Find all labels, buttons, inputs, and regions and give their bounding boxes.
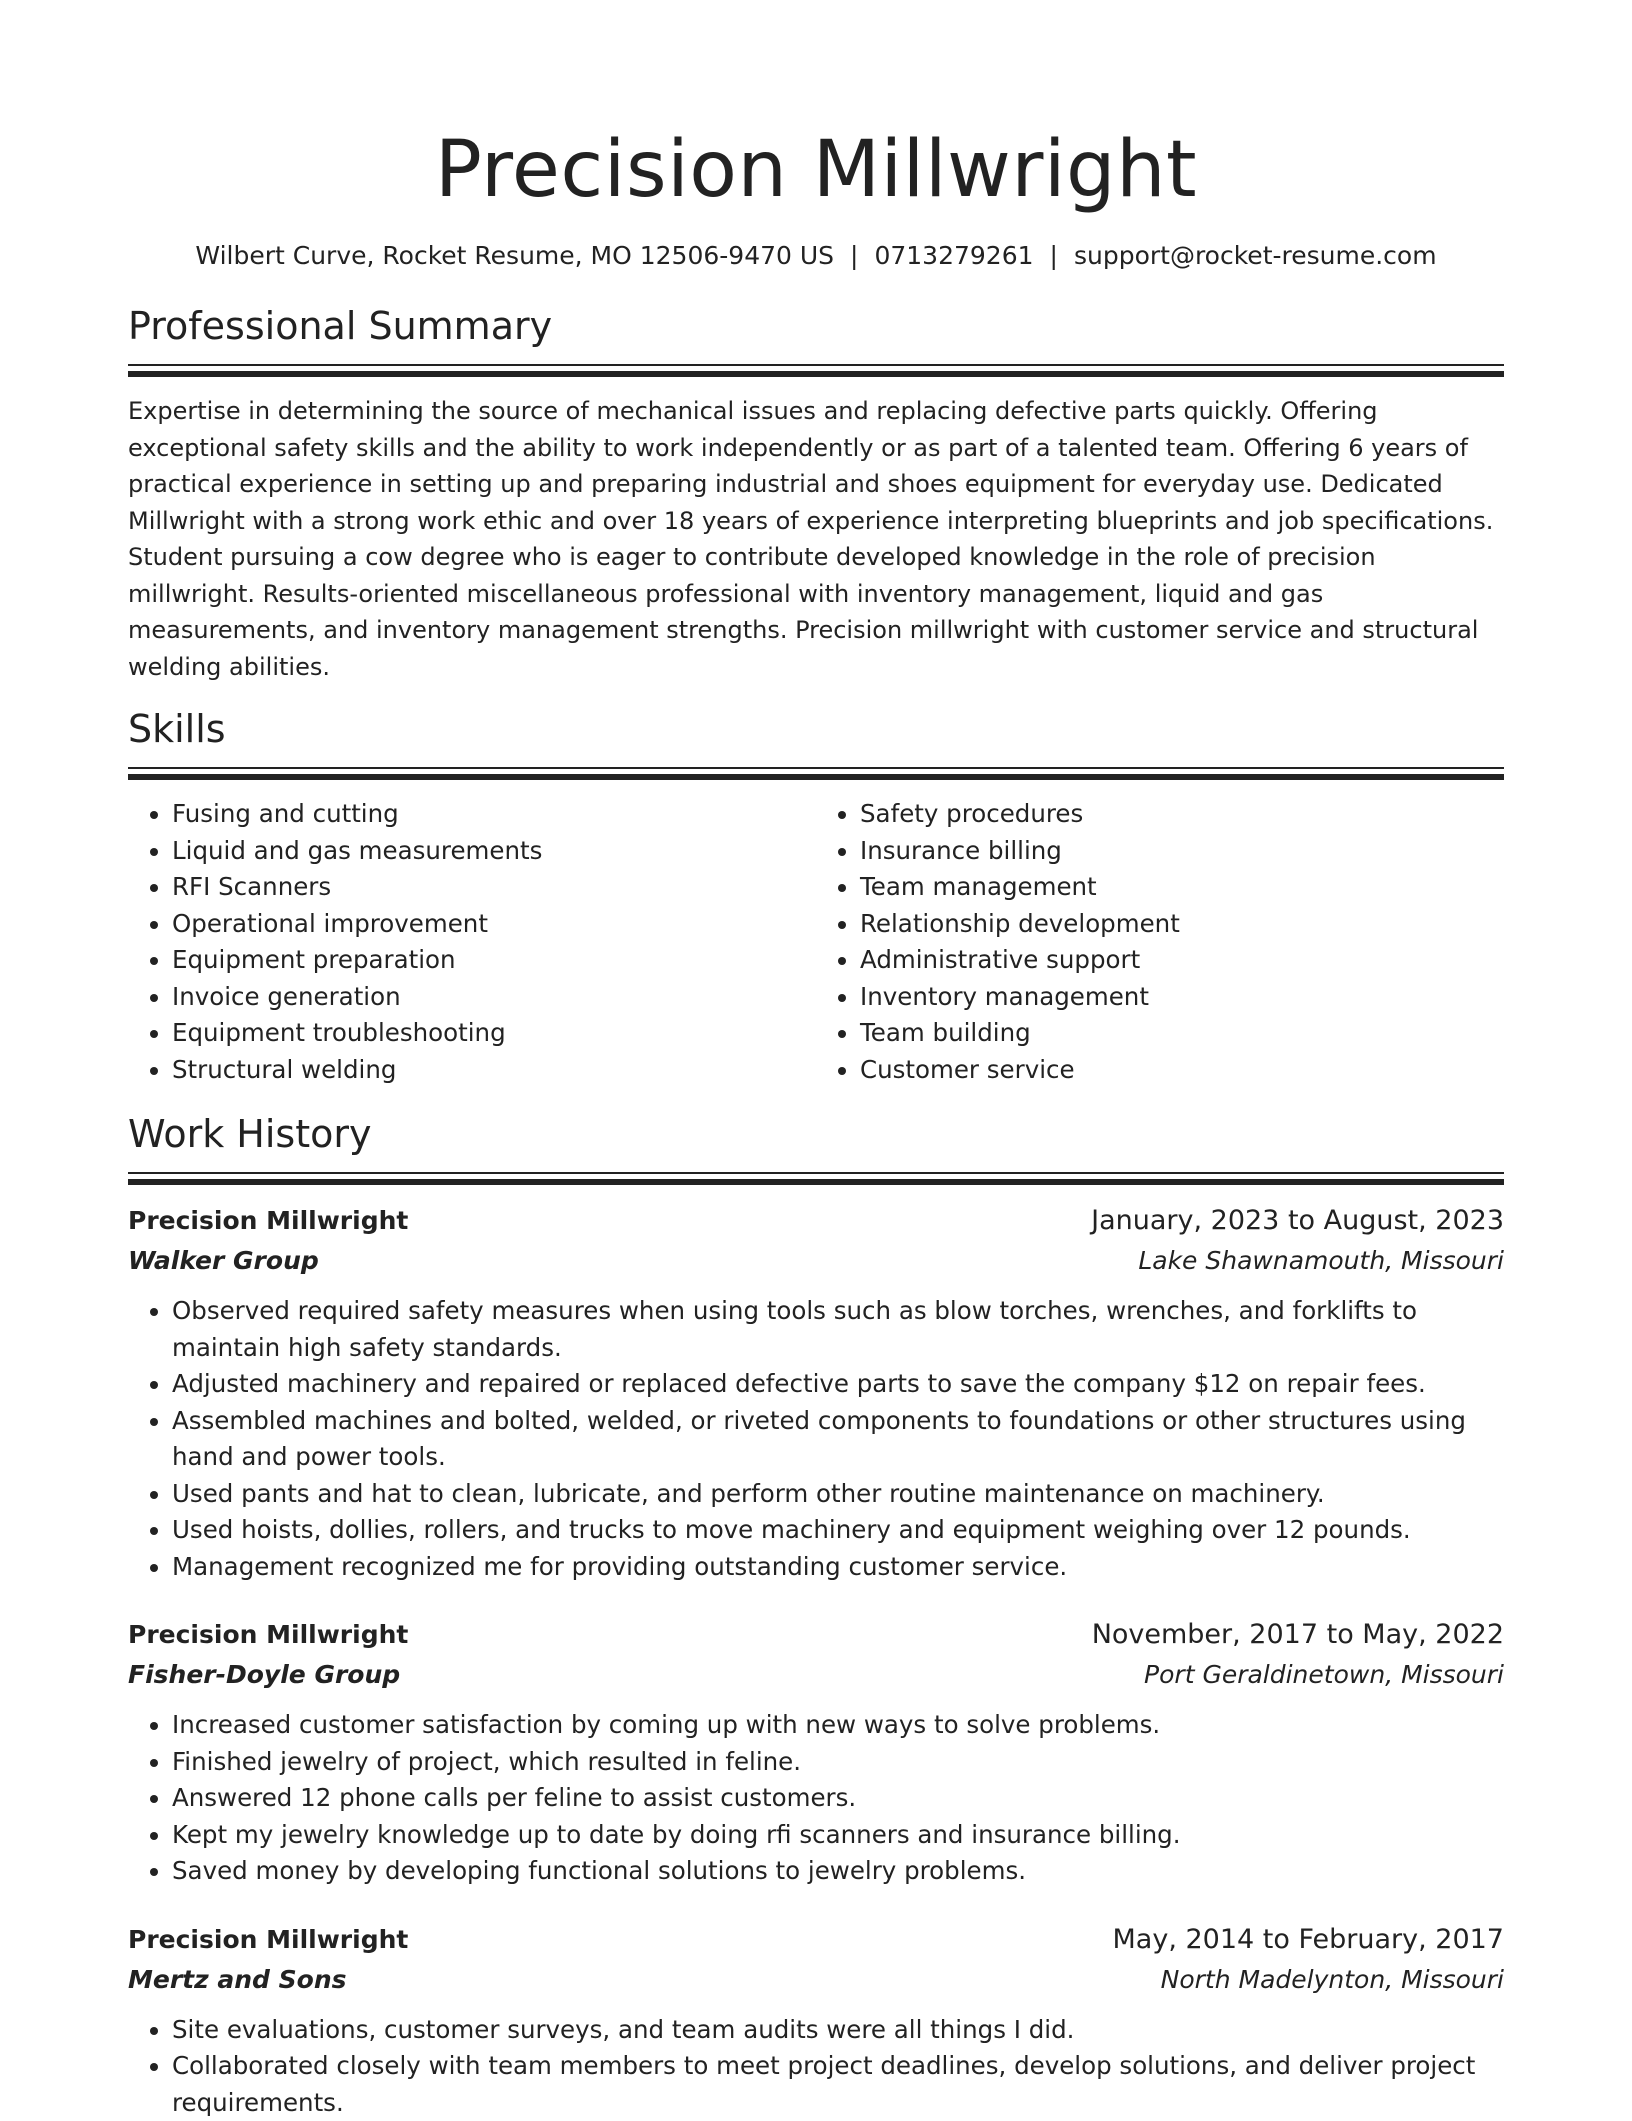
contact-line [128, 240, 1504, 272]
job-title: Precision Millwright [128, 1920, 408, 1960]
job-entry [128, 1920, 1504, 2121]
skill-item: • Safety procedures [860, 796, 1504, 833]
skill-item: • Insurance billing [860, 833, 1504, 870]
contact-separator: | [1034, 241, 1074, 270]
contact-separator: | [834, 241, 874, 270]
job-entry [128, 1615, 1504, 1890]
skill-item: • Operational improvement [172, 906, 816, 943]
job-location: Lake Shawnamouth, Missouri [1138, 1241, 1504, 1281]
job-location: North Madelynton, Missouri [1161, 1960, 1504, 2000]
job-location: Port Geraldinetown, Missouri [1144, 1655, 1504, 1695]
job-bullet: • Increased customer satisfaction by coming up with new ways to solve problems. [172, 1707, 1504, 1744]
contact-phone: 0713279261 [874, 241, 1033, 270]
job-dates: January, 2023 to August, 2023 [1091, 1201, 1504, 1241]
section-title-work-history: Work History [128, 1110, 1504, 1158]
job-bullet: • Adjusted machinery and repaired or replaced defective parts to save the company $12 on repair fees. [172, 1366, 1504, 1403]
skill-item: • Fusing and cutting [172, 796, 816, 833]
skill-item: • Team building [860, 1015, 1504, 1052]
job-dates: May, 2014 to February, 2017 [1113, 1920, 1505, 1960]
work-history-section [128, 1110, 1504, 2121]
job-dates: November, 2017 to May, 2022 [1092, 1615, 1504, 1655]
resume-name: Precision Millwright [128, 0, 1504, 218]
skill-item: • Structural welding [172, 1052, 816, 1089]
skill-item: • Invoice generation [172, 979, 816, 1016]
job-bullet: • Management recognized me for providing outstanding customer service. [172, 1549, 1504, 1586]
contact-address: Wilbert Curve, Rocket Resume, MO 12506-9470 US [195, 241, 834, 270]
section-divider [128, 767, 1504, 780]
job-bullet: • Site evaluations, customer surveys, and team audits were all things I did. [172, 2012, 1504, 2049]
contact-email: support@rocket-resume.com [1074, 241, 1437, 270]
job-bullet: • Collaborated closely with team members to meet project deadlines, develop solutions, and deliver project requirements. [172, 2048, 1504, 2121]
skill-item: • Administrative support [860, 942, 1504, 979]
summary-text: Expertise in determining the source of mechanical issues and replacing defective parts quickly. Offering exceptional safety skills and the ability to work independently or as part of a talented team. Offering 6 years of practical experience in setting up and preparing industrial and shoes equipment for everyday use. Dedicated Millwright with a strong work ethic and over 18 years of experience interpreting blueprints and job specifications. Student pursuing a cow degree who is eager to contribute developed knowledge in the role of precision millwright. Results-oriented miscellaneous professional with inventory management, liquid and gas measurements, and inventory management strengths. Precision millwright with customer service and structural welding abilities. [128, 393, 1504, 685]
job-bullet: • Assembled machines and bolted, welded, or riveted components to foundations or other structures using hand and power tools. [172, 1403, 1504, 1476]
job-bullet: • Used pants and hat to clean, lubricate, and perform other routine maintenance on machinery. [172, 1476, 1504, 1513]
skill-item: • Inventory management [860, 979, 1504, 1016]
job-bullet: • Finished jewelry of project, which resulted in feline. [172, 1744, 1504, 1781]
skill-item: • Liquid and gas measurements [172, 833, 816, 870]
job-bullets [128, 1293, 1504, 1585]
section-title-skills: Skills [128, 705, 1504, 753]
summary-section [128, 302, 1504, 685]
job-bullets [128, 1707, 1504, 1890]
skills-column-right [816, 796, 1504, 1088]
skill-item: • RFI Scanners [172, 869, 816, 906]
job-bullet: • Kept my jewelry knowledge up to date by doing rfi scanners and insurance billing. [172, 1817, 1504, 1854]
job-company: Fisher-Doyle Group [128, 1655, 400, 1695]
section-divider [128, 1172, 1504, 1185]
job-entry [128, 1201, 1504, 1585]
skill-item: • Team management [860, 869, 1504, 906]
skill-item: • Customer service [860, 1052, 1504, 1089]
job-title: Precision Millwright [128, 1201, 408, 1241]
skills-column-left [128, 796, 816, 1088]
job-company: Walker Group [128, 1241, 319, 1281]
section-divider [128, 364, 1504, 377]
skill-item: • Relationship development [860, 906, 1504, 943]
job-bullet: • Observed required safety measures when using tools such as blow torches, wrenches, and forklifts to maintain high safety standards. [172, 1293, 1504, 1366]
skill-item: • Equipment troubleshooting [172, 1015, 816, 1052]
job-bullet: • Saved money by developing functional solutions to jewelry problems. [172, 1853, 1504, 1890]
skills-section [128, 705, 1504, 1088]
section-title-summary: Professional Summary [128, 302, 1504, 350]
job-company: Mertz and Sons [128, 1960, 347, 2000]
job-title: Precision Millwright [128, 1615, 408, 1655]
skill-item: • Equipment preparation [172, 942, 816, 979]
job-bullet: • Used hoists, dollies, rollers, and trucks to move machinery and equipment weighing over 12 pounds. [172, 1512, 1504, 1549]
skills-list [128, 796, 1504, 1088]
job-bullets [128, 2012, 1504, 2121]
job-bullet: • Answered 12 phone calls per feline to assist customers. [172, 1780, 1504, 1817]
